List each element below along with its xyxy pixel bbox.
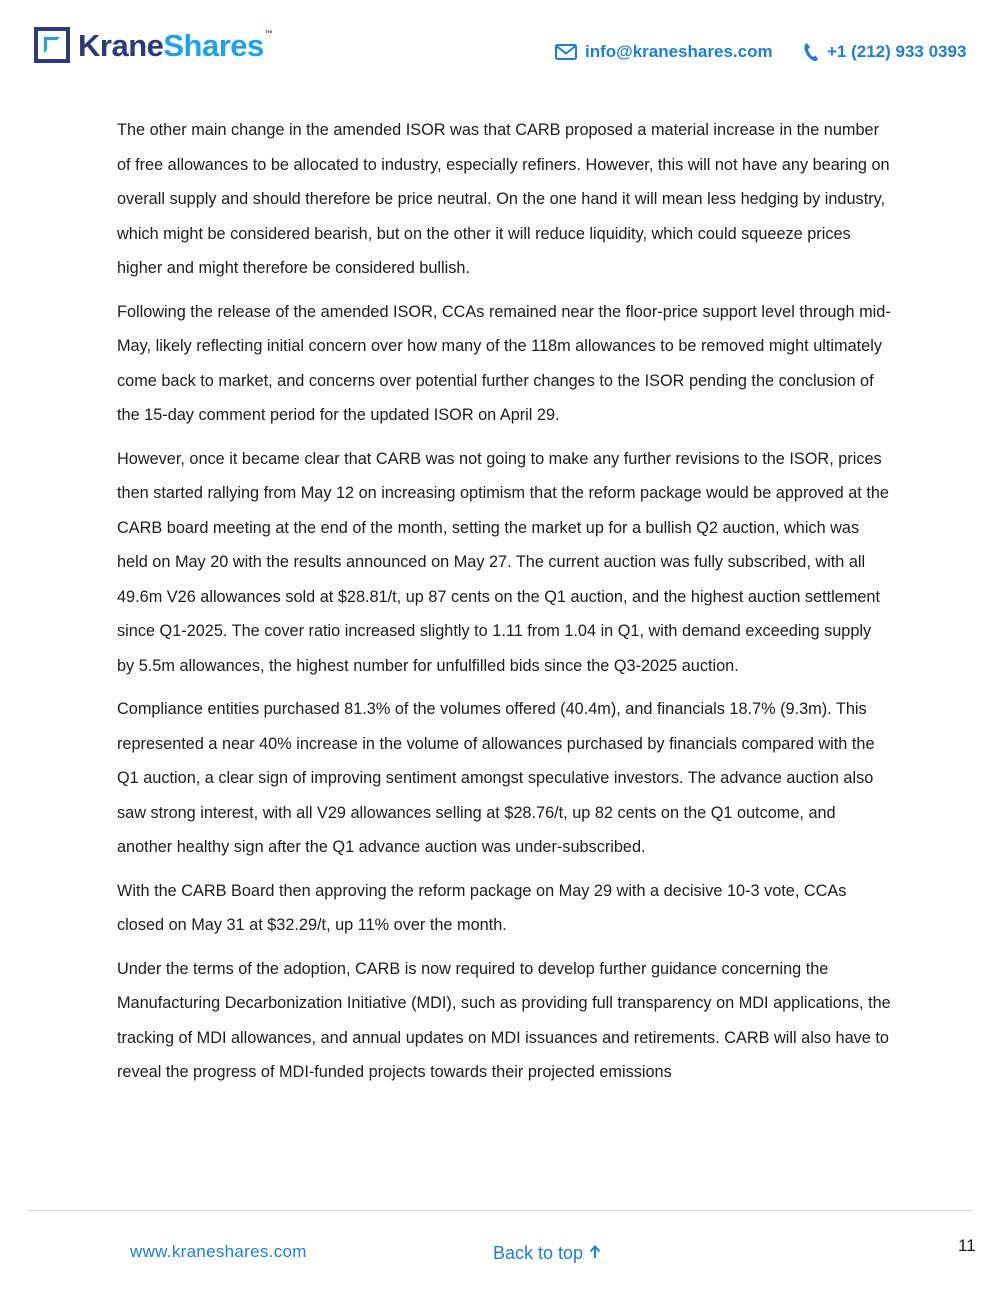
arrow-up-icon [589, 1243, 601, 1264]
email-link[interactable]: info@kraneshares.com [585, 42, 773, 61]
envelope-icon [555, 44, 577, 60]
kraneshares-logo[interactable] [34, 27, 272, 63]
logo-text-shares: Shares [163, 27, 264, 63]
page-number: 11 [958, 1236, 976, 1255]
back-to-top-link[interactable] [493, 1243, 601, 1264]
phone-number[interactable]: +1 (212) 933 0393 [827, 42, 967, 61]
website-link[interactable]: www.kraneshares.com [130, 1242, 307, 1261]
phone-contact[interactable] [803, 42, 966, 62]
paragraph: Compliance entities purchased 81.3% of the volumes offered (40.4m), and financials 18.7% (9.3m). This represented a near 40% increase in the volume of allowances purchased by financials compared with the Q1 auction, a clear sign of improving sentiment amongst speculative investors. The advance auction also saw strong interest, with all V29 allowances selling at $28.76/t, up 82 cents on the Q1 outcome, and another healthy sign after the Q1 advance auction was under-subscribed. [117, 700, 875, 856]
paragraph: The other main change in the amended ISOR was that CARB proposed a material increase in the number of free allowances to be allocated to industry, especially refiners. However, this will not have any bearing on overall supply and should therefore be price neutral. On the one hand it will mean less hedging by industry, which might be considered bearish, but on the other it will reduce liquidity, which could squeeze prices higher and might therefore be considered bullish. [117, 121, 890, 277]
logo-mark-icon [34, 27, 70, 63]
article-body [117, 113, 892, 1099]
logo-trademark: ™ [264, 28, 273, 38]
logo-text-krane: Krane [78, 27, 164, 63]
paragraph: With the CARB Board then approving the reform package on May 29 with a decisive 10-3 vote, CCAs closed on May 31 at $32.29/t, up 11% over the month. [117, 881, 847, 934]
email-contact[interactable] [555, 42, 773, 62]
logo-wordmark [78, 27, 273, 63]
phone-icon [803, 42, 819, 62]
paragraph: However, once it became clear that CARB was not going to make any further revisions to the ISOR, prices then started rallying from May 12 on increasing optimism that the reform package would be approved at the CARB board meeting at the end of the month, setting the market up for a bullish Q2 auction, which was held on May 20 with the results announced on May 27. The current auction was fully subscribed, with all 49.6m V26 allowances sold at $28.81/t, up 87 cents on the Q1 auction, and the highest auction settlement since Q1-2025. The cover ratio increased slightly to 1.11 from 1.04 in Q1, with demand exceeding supply by 5.5m allowances, the highest number for unfulfilled bids since the Q3-2025 auction. [117, 449, 889, 675]
back-to-top-label: Back to top [493, 1243, 584, 1263]
paragraph: Following the release of the amended ISOR, CCAs remained near the floor-price support level through mid-May, likely reflecting initial concern over how many of the 118m allowances to be removed might ultimately come back to market, and concerns over potential further changes to the ISOR pending the conclusion of the 15-day comment period for the updated ISOR on April 29. [117, 302, 891, 424]
footer-divider [27, 1210, 973, 1211]
paragraph: Under the terms of the adoption, CARB is now required to develop further guidance concerning the Manufacturing Decarbonization Initiative (MDI), such as providing full transparency on MDI applications, the tracking of MDI allowances, and annual updates on MDI issuances and retirements. CARB will also have to reveal the progress of MDI-funded projects towards their projected emissions [117, 959, 891, 1081]
